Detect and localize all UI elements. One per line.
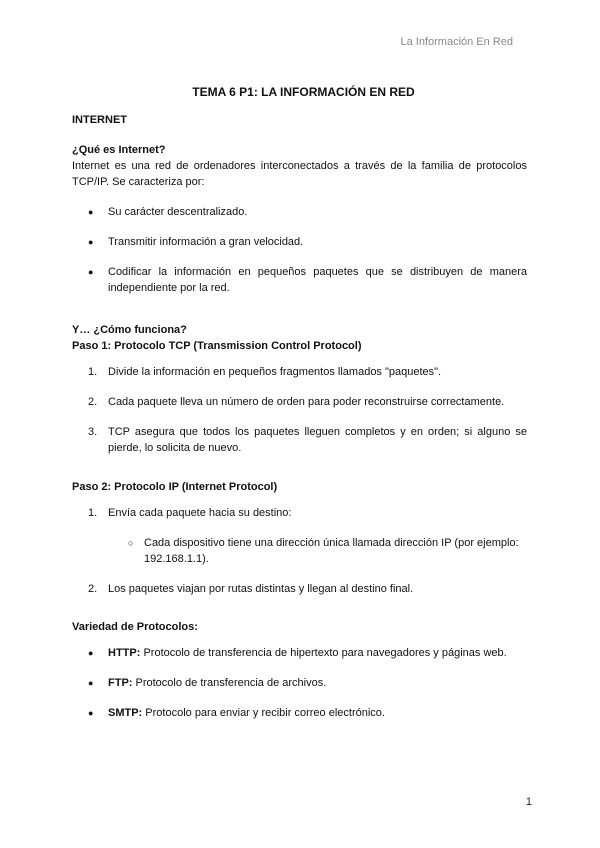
number-marker: 1. <box>88 366 98 378</box>
bullet-marker: ● <box>88 678 94 688</box>
list-item-text: Cada dispositivo tiene una dirección única llamada dirección IP (por ejemplo: 192.168.1.1). <box>144 537 519 565</box>
bullet-marker: ● <box>88 708 94 718</box>
section-heading-internet: INTERNET <box>72 114 127 126</box>
list-item <box>72 364 527 380</box>
list-item <box>72 645 527 661</box>
bullet-marker: ● <box>88 267 94 277</box>
intro-paragraph: Internet es una red de ordenadores interconectados a través de la familia de protocolos TCP/IP. Se caracteriza por: <box>72 160 527 188</box>
page-number: 1 <box>525 796 532 808</box>
number-marker: 3. <box>88 426 98 438</box>
list-item-text: Envía cada paquete hacia su destino: <box>108 507 292 519</box>
number-marker: 2. <box>88 583 98 595</box>
protocol-name: SMTP: <box>108 707 143 719</box>
list-item <box>72 705 527 721</box>
protocol-description: Protocolo de transferencia de archivos. <box>132 677 327 689</box>
protocol-description: Protocolo para enviar y recibir correo electrónico. <box>142 707 385 719</box>
step1-list <box>72 364 527 456</box>
list-item-text: Su carácter descentralizado. <box>108 206 248 218</box>
protocol-description: Protocolo de transferencia de hipertexto para navegadores y páginas web. <box>140 647 507 659</box>
list-item <box>72 234 527 250</box>
characteristics-list <box>72 204 527 296</box>
number-marker: 2. <box>88 396 98 408</box>
step2-list <box>72 505 527 597</box>
sub-list-item <box>72 535 527 567</box>
list-item-text: Los paquetes viajan por rutas distintas y llegan al destino final. <box>108 583 414 595</box>
step2-heading: Paso 2: Protocolo IP (Internet Protocol) <box>72 481 278 493</box>
list-item-text: Cada paquete lleva un número de orden para poder reconstruirse correctamente. <box>108 396 505 408</box>
protocols-heading: Variedad de Protocolos: <box>72 621 198 633</box>
list-item <box>72 581 527 597</box>
list-item-text: Codificar la información en pequeños paquetes que se distribuyen de manera independiente por la red. <box>108 266 527 294</box>
list-item <box>72 675 527 691</box>
bullet-marker: ● <box>88 648 94 658</box>
list-item-text: TCP asegura que todos los paquetes lleguen completos y en orden; si alguno se pierde, lo solicita de nuevo. <box>108 426 527 454</box>
list-item <box>72 505 527 521</box>
bullet-marker: ● <box>88 237 94 247</box>
bullet-marker: ● <box>88 207 94 217</box>
protocol-name: FTP: <box>108 677 133 689</box>
question-how-it-works: Y… ¿Cómo funciona? <box>72 324 187 336</box>
list-item <box>72 264 527 296</box>
hollow-bullet-marker: ○ <box>128 538 134 548</box>
protocols-list <box>72 645 527 721</box>
running-header: La Información En Red <box>400 36 513 48</box>
protocol-name: HTTP: <box>108 647 141 659</box>
list-item <box>72 424 527 456</box>
list-item <box>72 204 527 220</box>
number-marker: 1. <box>88 507 98 519</box>
page-title: TEMA 6 P1: LA INFORMACIÓN EN RED <box>192 85 415 99</box>
list-item-text: Divide la información en pequeños fragmentos llamados "paquetes". <box>108 366 442 378</box>
document-body <box>72 84 527 721</box>
list-item-text: Transmitir información a gran velocidad. <box>108 236 304 248</box>
list-item <box>72 394 527 410</box>
question-what-is-internet: ¿Qué es Internet? <box>72 144 166 156</box>
step1-heading: Paso 1: Protocolo TCP (Transmission Control Protocol) <box>72 340 362 352</box>
